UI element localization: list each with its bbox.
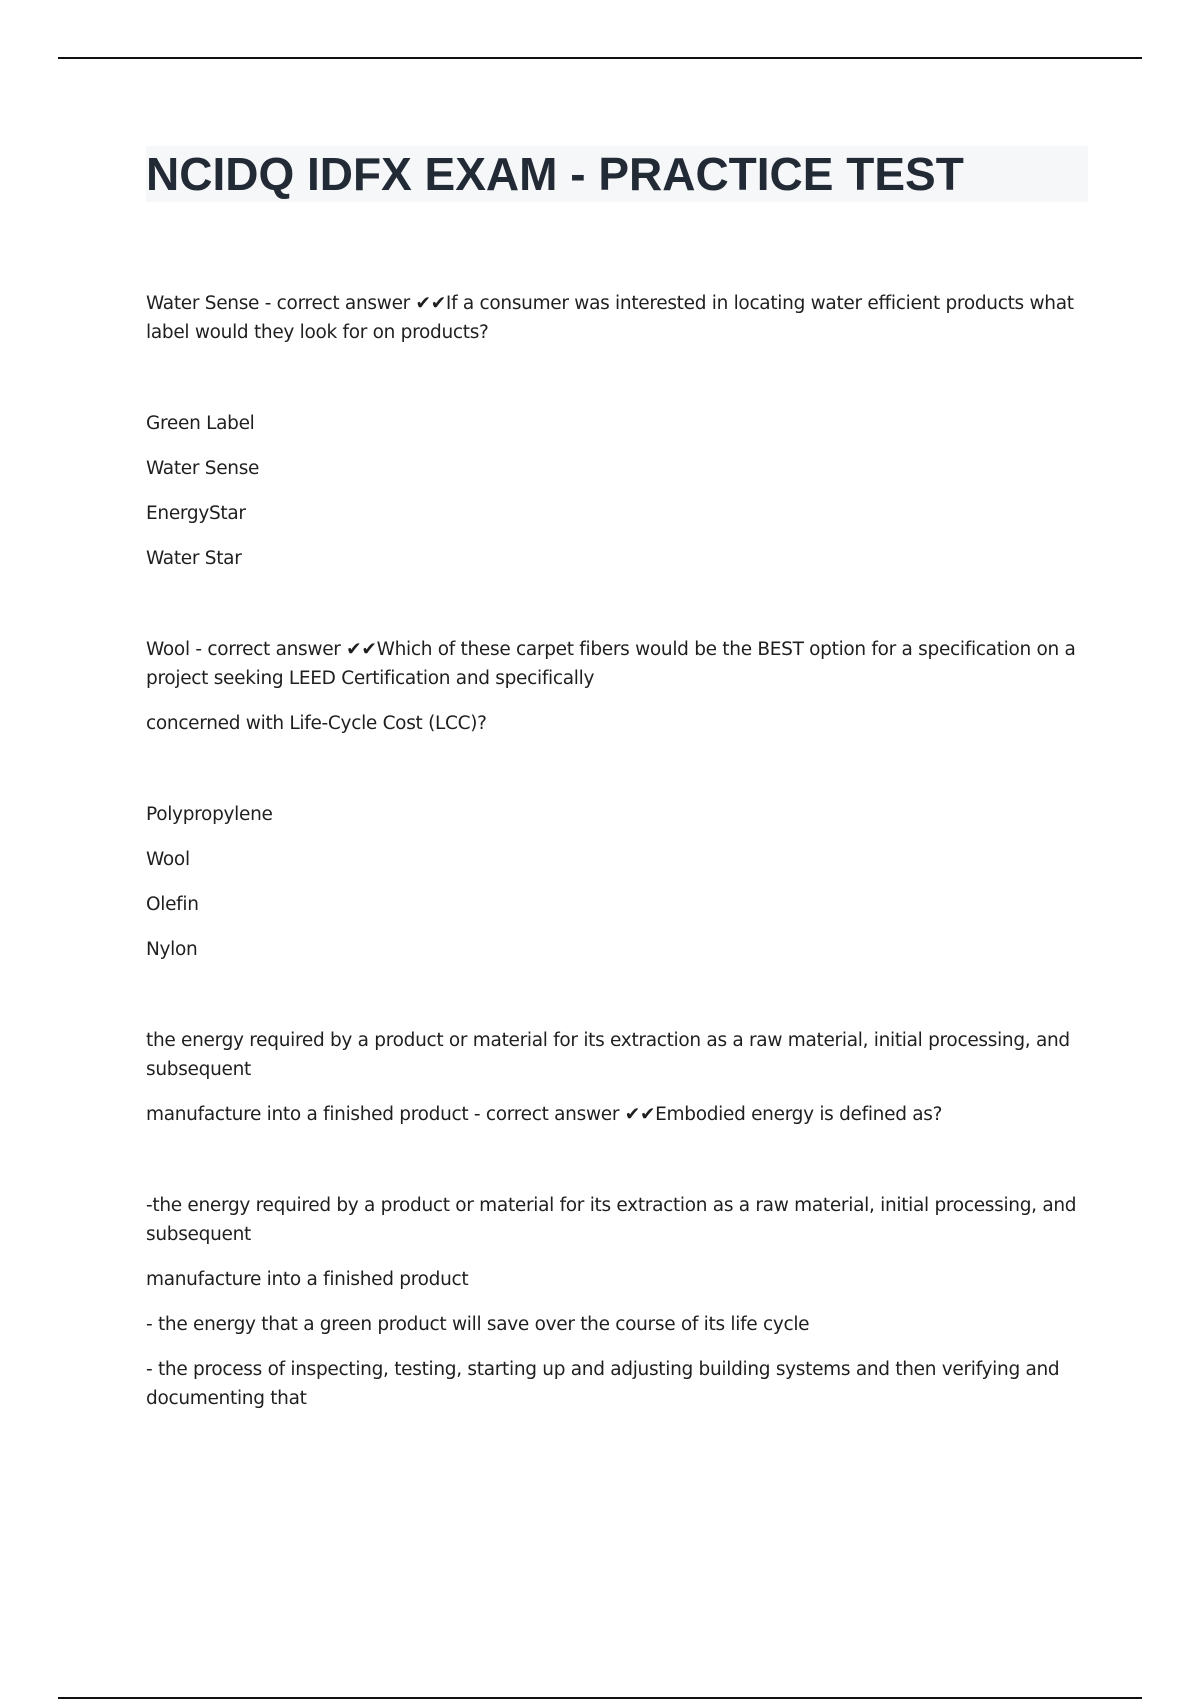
page-content: [146, 146, 1088, 1413]
question-text-continued: manufacture into a finished product - correct answer ✔✔Embodied energy is defined as?: [146, 1104, 943, 1125]
bottom-rule: [58, 1697, 1142, 1699]
option-list: [146, 1191, 1088, 1413]
option-list: [146, 800, 1088, 964]
option-item: Nylon: [146, 939, 198, 960]
option-item: Wool: [146, 849, 190, 870]
option-item: Polypropylene: [146, 804, 273, 825]
question-text: Water Sense - correct answer ✔✔If a consumer was interested in locating water efficient products what label would they look for on products?: [146, 293, 1074, 343]
option-list: [146, 409, 1088, 573]
question-text: the energy required by a product or material for its extraction as a raw material, initial processing, and subsequent: [146, 1030, 1070, 1080]
option-item: Green Label: [146, 413, 255, 434]
option-item: - the energy that a green product will save over the course of its life cycle: [146, 1314, 810, 1335]
option-item: Water Sense: [146, 458, 260, 479]
option-item: -the energy required by a product or material for its extraction as a raw material, initial processing, and subsequent: [146, 1195, 1077, 1245]
option-item: EnergyStar: [146, 503, 246, 524]
question-text: Wool - correct answer ✔✔Which of these carpet fibers would be the BEST option for a specification on a project seeking LEED Certification and specifically: [146, 639, 1076, 689]
question-block-1: [146, 289, 1088, 573]
question-block-3: [146, 1026, 1088, 1413]
top-rule: [58, 57, 1142, 59]
question-text-continued: concerned with Life-Cycle Cost (LCC)?: [146, 713, 487, 734]
question-block-2: [146, 635, 1088, 964]
option-item: - the process of inspecting, testing, starting up and adjusting building systems and then verifying and documenting that: [146, 1359, 1060, 1409]
option-item: Olefin: [146, 894, 199, 915]
option-item: manufacture into a finished product: [146, 1269, 469, 1290]
page-title: NCIDQ IDFX EXAM - PRACTICE TEST: [146, 146, 1088, 202]
option-item: Water Star: [146, 548, 242, 569]
